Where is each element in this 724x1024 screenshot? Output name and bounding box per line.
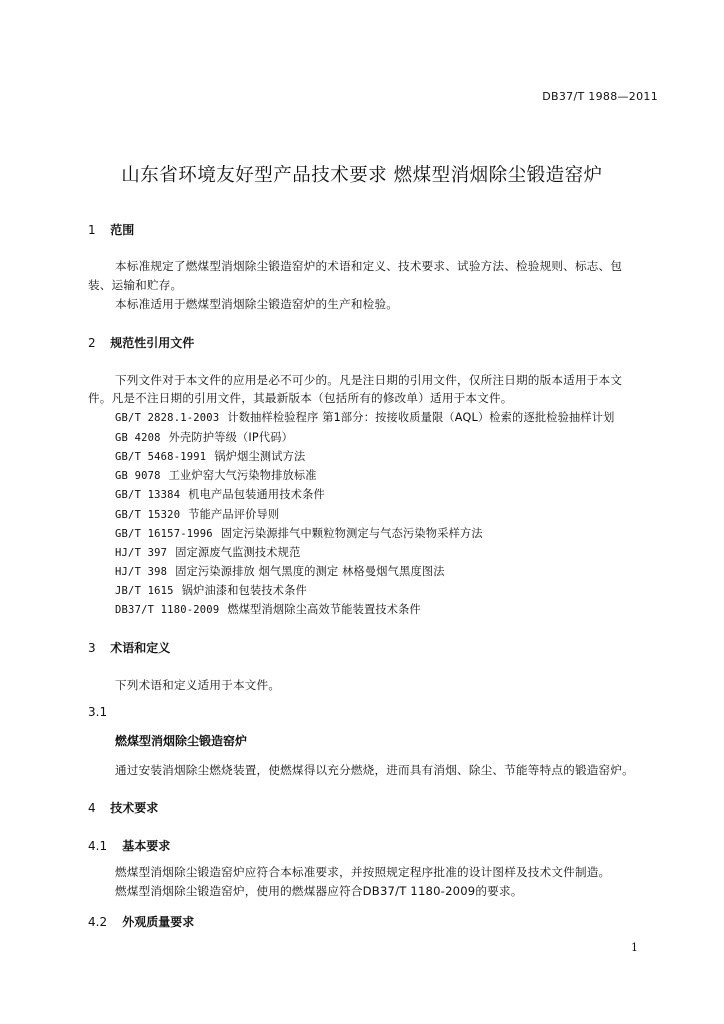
reference-title: 工业炉窑大气污染物排放标准 (168, 469, 317, 482)
reference-title: 固定源废气监测技术规范 (175, 546, 301, 559)
section-number: 3 (88, 641, 96, 655)
scope-paragraph-line-2: 装、运输和贮存。 (88, 278, 183, 292)
reference-title: 固定污染源排放 烟气黑度的测定 林格曼烟气黑度图法 (175, 565, 445, 578)
standard-number: DB37/T 1988—2011 (542, 90, 658, 103)
section-2-heading (88, 334, 194, 351)
scope-paragraph-2: 本标准适用于燃煤型消烟除尘锻造窑炉的生产和检验。 (115, 297, 399, 311)
reference-title: 锅炉烟尘测试方法 (214, 450, 306, 463)
terms-intro: 下列术语和定义适用于本文件。 (115, 678, 281, 692)
section-title: 规范性引用文件 (110, 336, 195, 350)
refs-intro-line-1: 下列文件对于本文件的应用是必不可少的。凡是注日期的引用文件，仅所注日期的版本适用于本文 (115, 373, 623, 387)
reference-item (115, 448, 305, 464)
reference-code: GB 9078 (115, 470, 161, 482)
basic-requirement-1: 燃煤型消烟除尘锻造窑炉应符合本标准要求，并按照规定程序批准的设计图样及技术文件制造。 (115, 865, 611, 879)
document-title: 山东省环境友好型产品技术要求 燃煤型消烟除尘锻造窑炉 (121, 165, 603, 186)
reference-code: GB/T 2828.1-2003 (115, 412, 220, 424)
reference-item (115, 544, 300, 560)
reference-code: GB/T 15320 (115, 509, 181, 521)
section-3-heading (88, 639, 170, 656)
term-name: 燃煤型消烟除尘锻造窑炉 (115, 734, 248, 748)
page-number: 1 (631, 941, 638, 954)
reference-item (115, 601, 421, 617)
subsection-title: 外观质量要求 (122, 915, 195, 929)
term-number: 3.1 (88, 705, 108, 719)
reference-code: HJ/T 397 (115, 547, 168, 559)
reference-title: 锅炉油漆和包装技术条件 (181, 584, 307, 597)
basic-requirement-2: 燃煤型消烟除尘锻造窑炉，使用的燃煤器应符合DB37/T 1180-2009的要求。 (115, 884, 523, 898)
subsection-number: 4.2 (88, 915, 108, 929)
section-number: 2 (88, 336, 96, 350)
subsection-4-2-heading (88, 913, 194, 930)
reference-item (115, 429, 293, 445)
refs-intro-line-2: 件。凡是不注日期的引用文件，其最新版本（包括所有的修改单）适用于本文件。 (88, 391, 513, 405)
subsection-4-1-heading (88, 837, 170, 854)
section-number: 4 (88, 801, 96, 815)
reference-title: 外壳防护等级（IP代码） (168, 431, 293, 444)
reference-title: 机电产品包装通用技术条件 (188, 488, 325, 501)
reference-code: DB37/T 1180-2009 (115, 604, 220, 616)
reference-title: 燃煤型消烟除尘高效节能装置技术条件 (227, 603, 421, 616)
reference-code: JB/T 1615 (115, 585, 174, 597)
section-4-heading (88, 799, 158, 816)
section-title: 范围 (110, 223, 135, 237)
section-title: 技术要求 (110, 801, 159, 815)
reference-title: 节能产品评价导则 (188, 508, 280, 521)
reference-code: GB/T 13384 (115, 489, 181, 501)
reference-item (115, 506, 279, 522)
reference-item (115, 582, 307, 598)
reference-item (115, 486, 325, 502)
subsection-number: 4.1 (88, 839, 108, 853)
section-number: 1 (88, 223, 96, 237)
reference-code: HJ/T 398 (115, 566, 168, 578)
reference-item (115, 563, 445, 579)
term-definition: 通过安装消烟除尘燃烧装置，使燃煤得以充分燃烧，进而具有消烟、除尘、节能等特点的锻造窑炉。 (115, 763, 634, 777)
reference-item (115, 525, 483, 541)
section-title: 术语和定义 (110, 641, 171, 655)
reference-code: GB/T 16157-1996 (115, 528, 213, 540)
scope-paragraph-line-1: 本标准规定了燃煤型消烟除尘锻造窑炉的术语和定义、技术要求、试验方法、检验规则、标志、包 (115, 259, 623, 273)
reference-code: GB/T 5468-1991 (115, 451, 207, 463)
reference-title: 固定污染源排气中颗粒物测定与气态污染物采样方法 (220, 527, 483, 540)
subsection-title: 基本要求 (122, 839, 171, 853)
reference-code: GB 4208 (115, 432, 161, 444)
reference-title: 计数抽样检验程序 第1部分：按接收质量限（AQL）检索的逐批检验抽样计划 (227, 411, 615, 424)
reference-item (115, 467, 317, 483)
reference-item (115, 409, 615, 425)
section-1-heading (88, 221, 134, 238)
